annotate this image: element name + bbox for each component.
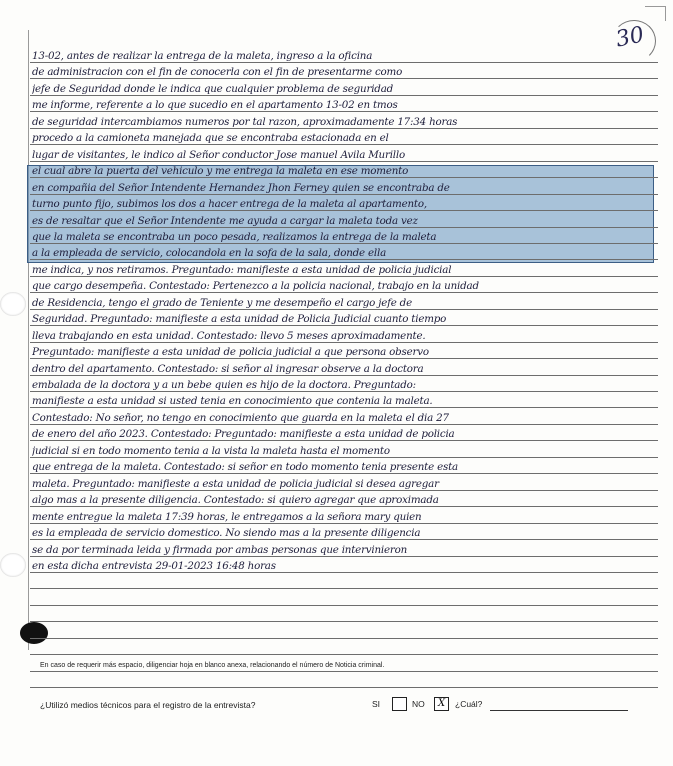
ruled-line [30,506,658,507]
handwritten-line: manifieste a esta unidad si usted tenia en conocimiento que contenia la maleta. [32,395,433,408]
ruled-line [30,292,658,293]
handwritten-line: en esta dicha entrevista 29-01-2023 16:48 horas [32,559,276,572]
handwritten-line: me informe, referente a lo que sucedio en el apartamento 13-02 en tmos [32,99,398,112]
ruled-line [30,473,658,474]
handwritten-line: a la empleada de servicio, colocandola en la sofa de la sala, donde ella [32,247,387,260]
page-number: 30 [613,22,647,53]
handwritten-line: es la empleada de servicio domestico. No siendo mas a la presente diligencia [32,527,421,540]
ruled-line [30,556,658,557]
handwritten-line: Contestado: No señor, no tengo en conocimiento que guarda en la maleta el dia 27 [32,411,449,424]
ruled-line [30,572,658,573]
handwritten-line: que la maleta se encontraba un poco pesada, realizamos la entrega de la maleta [32,230,437,243]
handwritten-line: embalada de la doctora y a un bebe quien es hijo de la doctora. Preguntado: [32,379,416,391]
cual-label: ¿Cuál? [455,699,483,709]
ruled-line [30,407,658,408]
ruled-line [30,111,658,112]
handwritten-line: de enero del año 2023. Contestado: Preguntado: manifieste a esta unidad de policia [32,428,455,441]
ruled-line [30,194,658,195]
handwritten-line: dentro del apartamento. Contestado: si señor al ingresar observe a la doctora [32,362,424,375]
checkbox-si[interactable] [392,697,407,711]
handwritten-line: 13-02, antes de realizar la entrega de la maleta, ingreso a la oficina [32,50,373,62]
handwritten-line: algo mas a la presente diligencia. Contestado: si quiero agregar que aproximada [32,494,439,507]
handwritten-line: lugar de visitantes, le indico al Señor conductor Jose manuel Avila Murillo [32,148,405,161]
handwritten-line: Preguntado: manifieste a esta unidad de policia judicial a que persona observo [32,346,429,359]
ruled-line [30,490,658,491]
ruled-line [30,638,658,639]
ruled-line [30,424,658,425]
option-si-label: SI [372,699,381,709]
ruled-line [30,259,658,260]
handwritten-line: de seguridad intercambiamos numeros por tal razon, aproximadamente 17:34 horas [32,115,458,128]
ruled-line [30,539,658,540]
handwritten-line: judicial si en todo momento tenia a la vista la maleta hasta el momento [32,444,390,457]
ruled-line [30,621,658,622]
handwritten-line: el cual abre la puerta del vehiculo y me entrega la maleta en ese momento [32,165,409,178]
handwritten-line: es de resaltar que el Señor Intendente me ayuda a cargar la maleta toda vez [32,214,418,227]
handwritten-line: me indica, y nos retiramos. Preguntado: manifieste a esta unidad de policia judicial [32,263,452,276]
ruled-line [30,276,658,277]
handwritten-line: procedo a la camioneta manejada que se encontraba estacionada en el [32,132,389,145]
ruled-line [30,342,658,343]
cual-answer-line[interactable] [490,710,628,711]
ruled-line [30,78,658,79]
technical-means-question: ¿Utilizó medios técnicos para el registro de la entrevista? [40,700,256,710]
ruled-line [30,671,658,672]
ruled-line [30,358,658,359]
handwritten-line: Seguridad. Preguntado: manifieste a esta unidad de Policia Judicial cuanto tiempo [32,313,447,326]
handwritten-line: en compañia del Señor Intendente Hernandez Jhon Ferney quien se encontraba de [32,181,450,194]
handwritten-line: lleva trabajando en esta unidad. Contestado: llevo 5 meses aproximadamente. [32,329,426,342]
ruled-line [30,588,658,589]
ruled-line [30,325,658,326]
ruled-line [30,440,658,441]
margin-line [28,30,29,650]
option-no-label: NO [412,699,425,709]
ruled-line [30,210,658,211]
handwritten-line: que cargo desempeña. Contestado: Pertenezco a la policia nacional, trabajo en la unidad [32,280,479,293]
ruled-line [30,375,658,376]
ruled-line [30,243,658,244]
ruled-line [30,687,658,688]
ruled-line [30,161,658,162]
ruled-line [30,128,658,129]
ruled-line [30,457,658,458]
ruled-line [30,309,658,310]
handwritten-line: de Residencia, tengo el grado de Teniente y me desempeño el cargo jefe de [32,296,412,309]
ruled-line [30,62,658,63]
handwritten-line: jefe de Seguridad donde le indica que cualquier problema de seguridad [32,82,394,95]
handwritten-line: de administracion con el fin de conocerla con el fin de presentarme como [32,66,403,79]
ruled-line [30,391,658,392]
ruled-line [30,654,658,655]
corner-mark [645,6,666,21]
handwritten-line: se da por terminada leida y firmada por ambas personas que intervinieron [32,543,408,556]
ruled-line [30,95,658,96]
checkbox-no[interactable]: X [434,697,449,711]
punch-hole [0,292,26,316]
punch-hole [0,553,26,577]
handwritten-line: maleta. Preguntado: manifieste a esta unidad de policia judicial si desea agregar [32,477,439,490]
ruled-line [30,605,658,606]
handwritten-line: turno punto fijo, subimos los dos a hacer entrega de la maleta al apartamento, [32,198,427,211]
handwritten-line: que entrega de la maleta. Contestado: si señor en todo momento tenia presente esta [32,461,458,474]
handwritten-line: mente entregue la maleta 17:39 horas, le entregamos a la señora mary quien [32,510,422,523]
footnote: En caso de requerir más espacio, diligenciar hoja en blanco anexa, relacionando el número de Noticia criminal. [40,662,385,669]
ruled-line [30,177,658,178]
ruled-line [30,523,658,524]
ruled-line [30,144,658,145]
ruled-line [30,227,658,228]
punch-hole-dark [20,622,48,644]
